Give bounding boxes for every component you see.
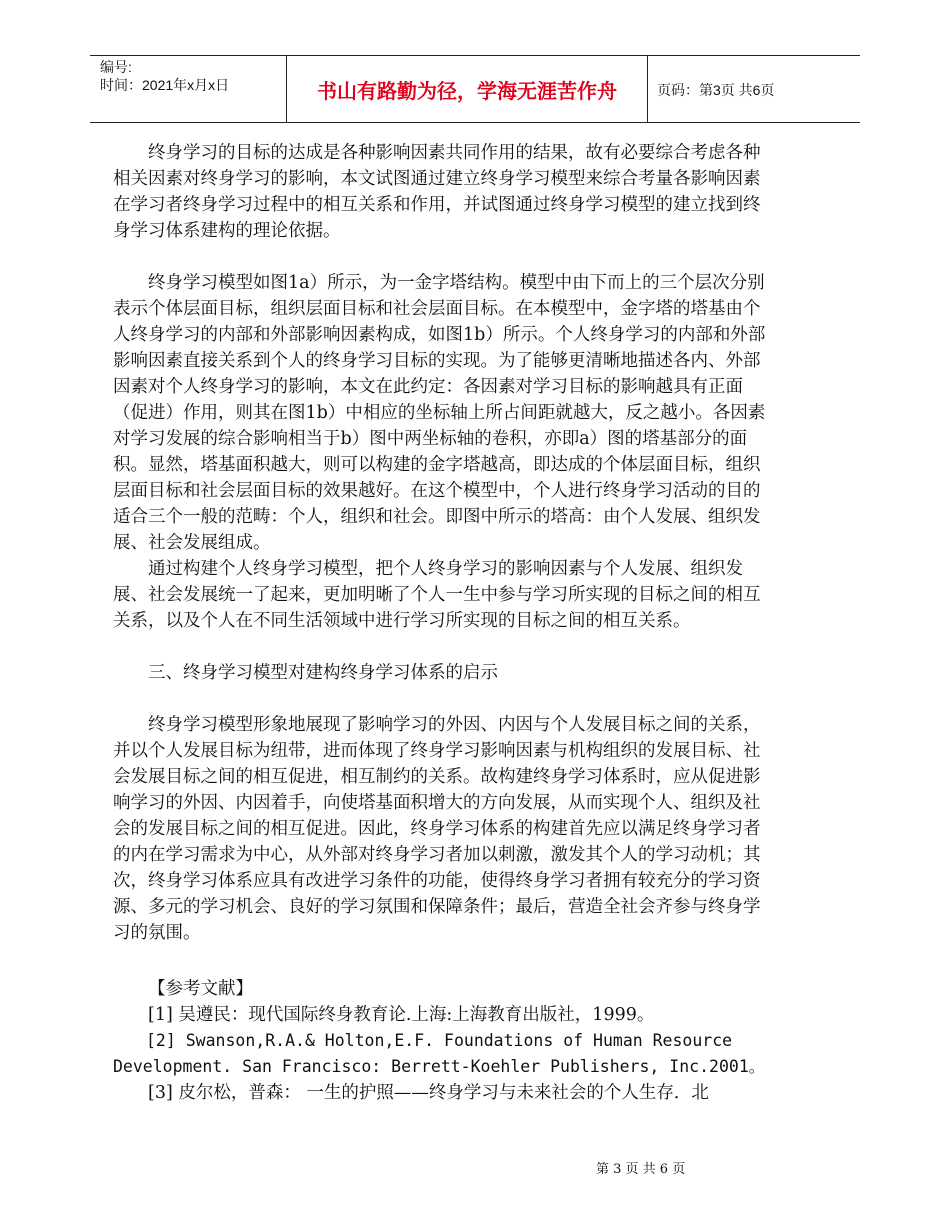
references: [113, 976, 773, 1106]
paragraph-summary: 通过构建个人终身学习模型，把个人终身学习的影响因素与个人发展、组织发展、社会发展统一了起来，更加明晰了个人一生中参与学习所实现的目标之间的相互关系，以及个人在不同生活领域中进行学习所实现的目标之间的相互关系。: [113, 559, 761, 631]
section-title: 三、终身学习模型对建构终身学习体系的启示: [148, 663, 498, 683]
paragraph-implications: 终身学习模型形象地展现了影响学习的外因、内因与个人发展目标之间的关系，并以个人发展目标为纽带，进而体现了终身学习影响因素与机构组织的发展目标、社会发展目标之间的相互促进，相互制约的关系。故构建终身学习体系时，应从促进影响学习的外因、内因着手，向使塔基面积增大的方向发展，从而实现个人、组织及社会的发展目标之间的相互促进。因此，终身学习体系的构建首先应以满足终身学习者的内在学习需求为中心，从外部对终身学习者加以刺激，激发其个人的学习动机；其次，终身学习体系应具有改进学习条件的功能，使得终身学习者拥有较充分的学习资源、多元的学习机会、良好的学习氛围和保障条件；最后，营造全社会齐参与终身学习的氛围。: [113, 715, 761, 943]
reference-3: [3] 皮尔松，普森： 一生的护照——终身学习与未来社会的个人生存．北: [148, 1083, 709, 1103]
header-meta: [100, 58, 229, 94]
document-date: 时间：2021年x月x日: [100, 77, 230, 93]
reference-2: [2] Swanson,R.A.& Holton,E.F. Foundations of Human Resource Development. San Francisco: Berrett-Koehler Publishers, Inc.2001。: [113, 1031, 766, 1076]
document-body: [113, 140, 773, 1106]
references-title: 【参考文献】: [148, 979, 253, 999]
header-motto: 书山有路勤为径，学海无涯苦作舟: [286, 56, 648, 122]
reference-1: [1] 吴遵民：现代国际终身教育论.上海:上海教育出版社，1999。: [148, 1005, 655, 1025]
header-page-info: 页码：第3页 共6页: [657, 82, 775, 98]
page-footer: 第 3 页 共 6 页: [596, 1162, 686, 1177]
paragraph-goal: 终身学习的目标的达成是各种影响因素共同作用的结果，故有必要综合考虑各种相关因素对终身学习的影响，本文试图通过建立终身学习模型来综合考量各影响因素在学习者终身学习过程中的相互关系和作用，并试图通过终身学习模型的建立找到终身学习体系建构的理论依据。: [113, 143, 761, 241]
document-id-label: 编号:: [100, 59, 132, 75]
page-header: [90, 55, 860, 123]
paragraph-model: 终身学习模型如图1a）所示，为一金字塔结构。模型中由下而上的三个层次分别表示个体层面目标，组织层面目标和社会层面目标。在本模型中，金字塔的塔基由个人终身学习的内部和外部影响因素构成，如图1b）所示。个人终身学习的内部和外部影响因素直接关系到个人的终身学习目标的实现。为了能够更清晰地描述各内、外部因素对个人终身学习的影响，本文在此约定：各因素对学习目标的影响越具有正面（促进）作用，则其在图1b）中相应的坐标轴上所占间距就越大，反之越小。各因素对学习发展的综合影响相当于b）图中两坐标轴的卷积，亦即a）图的塔基部分的面积。显然，塔基面积越大，则可以构建的金字塔越高，即达成的个体层面目标，组织层面目标和社会层面目标的效果越好。在这个模型中，个人进行终身学习活动的目的适合三个一般的范畴：个人，组织和社会。即图中所示的塔高：由个人发展、组织发展、社会发展组成。: [113, 273, 766, 553]
